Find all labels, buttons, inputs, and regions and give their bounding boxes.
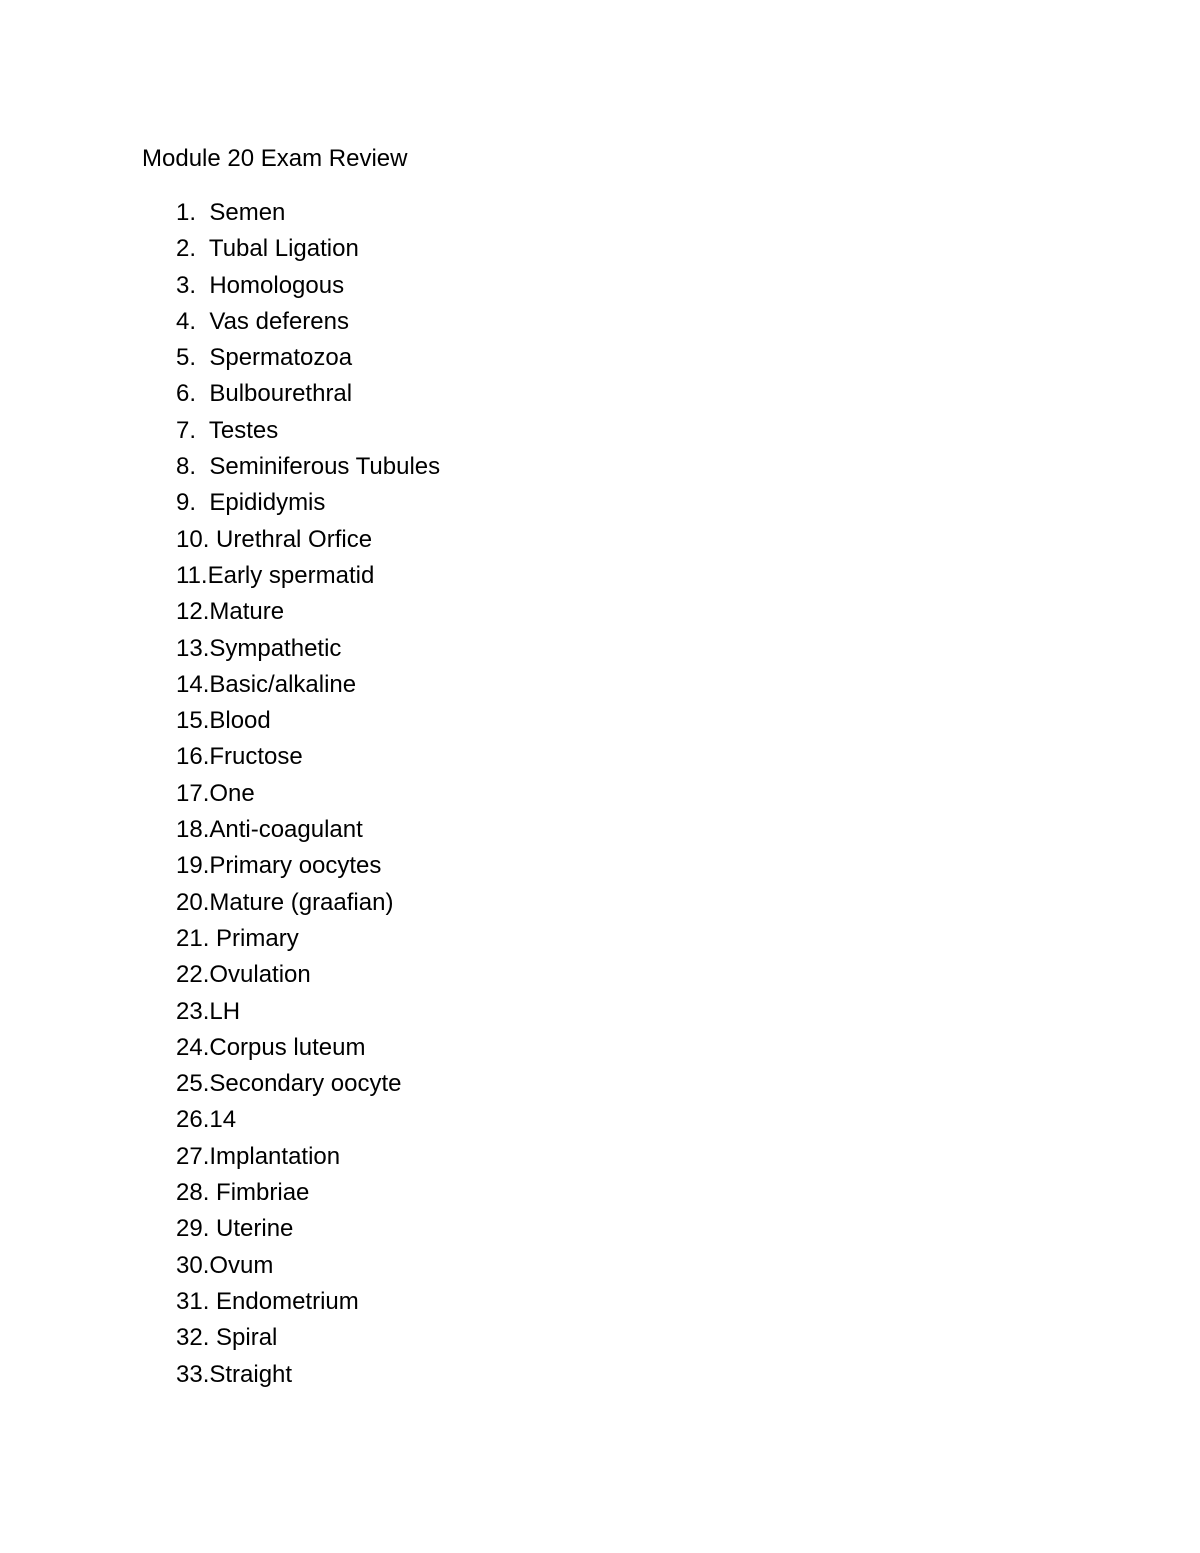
answer-item: 28. Fimbriae xyxy=(176,1179,310,1207)
answer-item: 16.Fructose xyxy=(176,743,303,771)
answer-item: 12.Mature xyxy=(176,598,285,626)
answer-item: 32. Spiral xyxy=(176,1324,278,1352)
answer-list xyxy=(176,195,440,1393)
answer-item: 19.Primary oocytes xyxy=(176,852,382,880)
answer-item: 25.Secondary oocyte xyxy=(176,1070,402,1098)
answer-item: 17.One xyxy=(176,779,255,807)
answer-item: 6. Bulbourethral xyxy=(176,380,353,408)
answer-item: 27.Implantation xyxy=(176,1142,341,1170)
answer-item: 31. Endometrium xyxy=(176,1287,359,1315)
answer-item: 24.Corpus luteum xyxy=(176,1033,366,1061)
answer-item: 8. Seminiferous Tubules xyxy=(176,453,441,481)
answer-item: 2. Tubal Ligation xyxy=(176,235,359,263)
answer-item: 13.Sympathetic xyxy=(176,634,342,662)
answer-item: 18.Anti-coagulant xyxy=(176,816,363,844)
document-title: Module 20 Exam Review xyxy=(142,145,408,172)
answer-item: 15.Blood xyxy=(176,707,271,735)
answer-item: 9. Epididymis xyxy=(176,489,326,517)
answer-item: 1. Semen xyxy=(176,199,286,226)
answer-item: 23.LH xyxy=(176,997,241,1025)
answer-item: 11.Early spermatid xyxy=(176,561,375,589)
answer-item: 5. Spermatozoa xyxy=(176,344,353,372)
answer-item: 21. Primary xyxy=(176,924,299,952)
answer-item: 26.14 xyxy=(176,1106,237,1134)
answer-item: 33.Straight xyxy=(176,1360,293,1388)
answer-item: 14.Basic/alkaline xyxy=(176,670,357,698)
answer-item: 10. Urethral Orfice xyxy=(176,525,373,553)
answer-item: 22.Ovulation xyxy=(176,961,311,989)
answer-item: 4. Vas deferens xyxy=(176,307,349,335)
answer-item: 7. Testes xyxy=(176,416,279,444)
answer-item: 20.Mature (graafian) xyxy=(176,888,394,916)
answer-item: 29. Uterine xyxy=(176,1215,294,1243)
answer-item: 30.Ovum xyxy=(176,1251,274,1279)
answer-item: 3. Homologous xyxy=(176,271,345,299)
